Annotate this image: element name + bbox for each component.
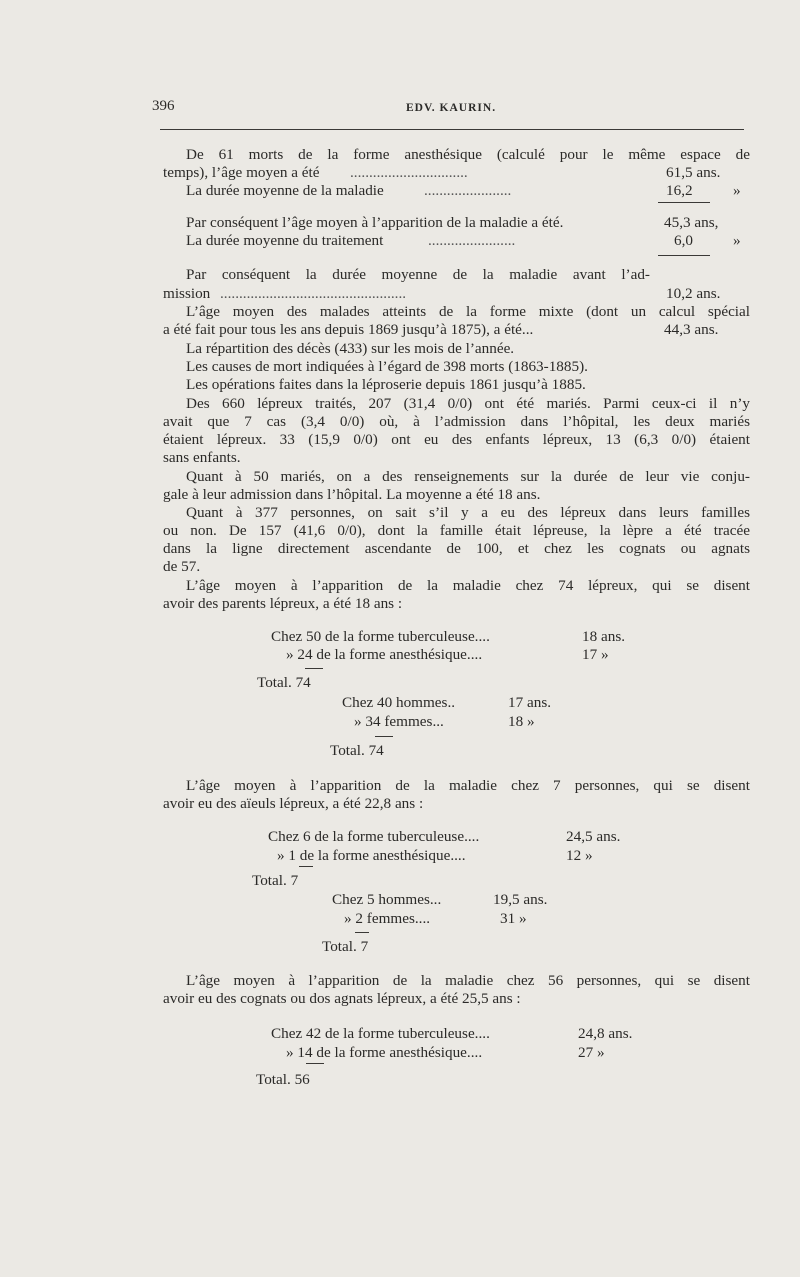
sum-rule xyxy=(299,866,313,867)
text-line: avoir des parents lépreux, a été 18 ans : xyxy=(163,595,403,612)
ditto-mark: » xyxy=(733,232,741,249)
table-row: » 34 femmes... xyxy=(354,713,444,730)
value: 16,2 xyxy=(666,182,693,199)
table-row: Chez 50 de la forme tuberculeuse.... xyxy=(271,628,490,645)
table-value: 27 » xyxy=(578,1044,605,1061)
table-value: 24,5 ans. xyxy=(566,828,621,845)
table-row: Chez 5 hommes... xyxy=(332,891,442,908)
total-line: Total. 74 xyxy=(330,742,384,759)
sum-rule xyxy=(355,932,369,933)
table-value: 31 » xyxy=(500,910,527,927)
header-rule xyxy=(160,129,744,130)
text-line: Par conséquent la durée moyenne de la maladie avant l’ad- xyxy=(186,266,650,283)
ditto-mark: » xyxy=(733,182,741,199)
table-value: 17 » xyxy=(582,646,609,663)
text-line: De 61 morts de la forme anesthésique (calculé pour le même espace de xyxy=(186,146,750,163)
table-value: 19,5 ans. xyxy=(493,891,548,908)
value: 45,3 ans, xyxy=(664,214,719,231)
value: 10,2 ans. xyxy=(666,285,721,302)
page-number: 396 xyxy=(152,98,175,114)
value: 6,0 xyxy=(674,232,693,249)
value: 61,5 ans. xyxy=(666,164,721,181)
text-line: sans enfants. xyxy=(163,449,241,466)
table-value: 18 ans. xyxy=(582,628,626,645)
sum-rule xyxy=(306,1063,324,1064)
total-line: Total. 74 xyxy=(257,674,311,691)
text-line: Quant à 377 personnes, on sait s’il y a eu des lépreux dans leurs familles xyxy=(186,504,750,521)
running-title: EDV. KAURIN. xyxy=(406,102,497,114)
text-line: avoir eu des aïeuls lépreux, a été 22,8 ans : xyxy=(163,795,424,812)
text-line: de 57. xyxy=(163,558,201,575)
total-line: Total. 7 xyxy=(322,938,369,955)
text-line: avait que 7 cas (3,4 0/0) où, à l’admission dans l’hôpital, les deux mariés xyxy=(163,413,750,430)
leader-dots: ................................................. xyxy=(220,285,407,302)
table-row: » 14 de la forme anesthésique.... xyxy=(286,1044,483,1061)
text-line: étaient lépreux. 33 (15,9 0/0) ont eu des enfants lépreux, 13 (6,3 0/0) étaient xyxy=(163,431,750,448)
table-row: » 2 femmes.... xyxy=(344,910,431,927)
table-row: » 24 de la forme anesthésique.... xyxy=(286,646,483,663)
text-line: La durée moyenne du traitement xyxy=(186,232,384,249)
text-line: Les causes de mort indiquées à l’égard de 398 morts (1863-1885). xyxy=(186,358,588,375)
sum-rule xyxy=(658,255,710,256)
text-line: Quant à 50 mariés, on a des renseignements sur la durée de leur vie conju- xyxy=(186,468,750,485)
total-line: Total. 56 xyxy=(256,1071,310,1088)
table-value: 17 ans. xyxy=(508,694,552,711)
leader-dots: ............................... xyxy=(350,164,468,181)
sum-rule xyxy=(305,668,323,669)
text-line: temps), l’âge moyen a été xyxy=(163,164,320,181)
text-line: L’âge moyen à l’apparition de la maladie chez 74 lépreux, qui se disent xyxy=(186,577,750,594)
total-line: Total. 7 xyxy=(252,872,299,889)
text-line: dans la ligne directement ascendante de 100, et chez les cognats ou agnats xyxy=(163,540,750,557)
text-line: ou non. De 157 (41,6 0/0), dont la famille était lépreuse, la lèpre a été tracée xyxy=(163,522,750,539)
text-line: Des 660 lépreux traités, 207 (31,4 0/0) ont été mariés. Parmi ceux-ci il n’y xyxy=(186,395,750,412)
leader-dots: ....................... xyxy=(424,182,512,199)
leader-dots: ....................... xyxy=(428,232,516,249)
text-line: mission xyxy=(163,285,211,302)
text-line: L’âge moyen des malades atteints de la forme mixte (dont un calcul spécial xyxy=(186,303,750,320)
table-row: Chez 6 de la forme tuberculeuse.... xyxy=(268,828,480,845)
sum-rule xyxy=(658,202,710,203)
text-line: gale à leur admission dans l’hôpital. La moyenne a été 18 ans. xyxy=(163,486,541,503)
table-value: 18 » xyxy=(508,713,535,730)
text-line: L’âge moyen à l’apparition de la maladie chez 7 personnes, qui se disent xyxy=(186,777,750,794)
text-line: L’âge moyen à l’apparition de la maladie chez 56 personnes, qui se disent xyxy=(186,972,750,989)
table-row: Chez 40 hommes.. xyxy=(342,694,456,711)
table-row: Chez 42 de la forme tuberculeuse.... xyxy=(271,1025,490,1042)
value: 44,3 ans. xyxy=(664,321,719,338)
text-line: Par conséquent l’âge moyen à l’apparition de la maladie a été. xyxy=(186,214,564,231)
text-line: Les opérations faites dans la léproserie depuis 1861 jusqu’à 1885. xyxy=(186,376,586,393)
table-row: » 1 de la forme anesthésique.... xyxy=(277,847,466,864)
text-line: avoir eu des cognats ou dos agnats lépreux, a été 25,5 ans : xyxy=(163,990,521,1007)
sum-rule xyxy=(375,736,393,737)
table-value: 12 » xyxy=(566,847,593,864)
table-value: 24,8 ans. xyxy=(578,1025,633,1042)
text-line: a été fait pour tous les ans depuis 1869 jusqu’à 1875), a été... xyxy=(163,321,534,338)
text-line: La durée moyenne de la maladie xyxy=(186,182,384,199)
text-line: La répartition des décès (433) sur les mois de l’année. xyxy=(186,340,515,357)
